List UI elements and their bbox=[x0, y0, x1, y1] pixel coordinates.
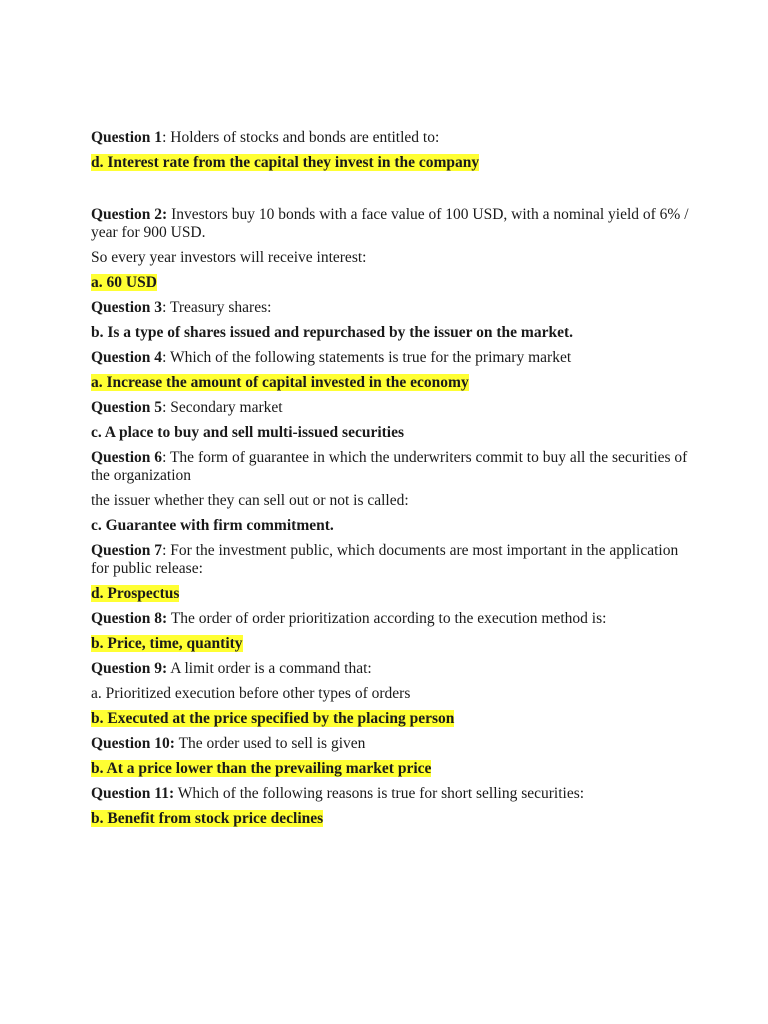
question-8 bbox=[91, 610, 691, 628]
question-9 bbox=[91, 660, 691, 678]
highlighted-answer: b. At a price lower than the prevailing market price bbox=[91, 760, 432, 777]
answer-10 bbox=[91, 760, 691, 778]
question-text: A limit order is a command that: bbox=[170, 660, 372, 677]
question-text: Which of the following reasons is true for short selling securities: bbox=[177, 785, 585, 802]
answer-5: c. A place to buy and sell multi-issued securities bbox=[91, 424, 405, 441]
question-label: Question 10: bbox=[91, 735, 175, 752]
question-7: Question 7: For the investment public, which documents are most important in the application for public release: bbox=[91, 542, 679, 577]
question-1: Question 1: Holders of stocks and bonds are entitled to: bbox=[91, 129, 440, 146]
question-label: Question 9: bbox=[91, 660, 168, 677]
question-4: Question 4: Which of the following statements is true for the primary market bbox=[91, 349, 572, 366]
question-6-continuation: the issuer whether they can sell out or not is called: bbox=[91, 492, 409, 509]
highlighted-answer: b. Executed at the price specified by the placing person bbox=[91, 710, 455, 727]
question-text: Treasury shares: bbox=[169, 299, 272, 316]
question-list bbox=[91, 129, 691, 835]
question-label: Question 3 bbox=[91, 299, 163, 316]
answer-11 bbox=[91, 810, 691, 828]
question-6: Question 6: The form of guarantee in which the underwriters commit to buy all the securities of the organization bbox=[91, 449, 688, 484]
question-label: Question 8: bbox=[91, 610, 168, 627]
question-label: Question 2: bbox=[91, 206, 168, 223]
highlighted-answer: a. Increase the amount of capital invested in the economy bbox=[91, 374, 469, 391]
answer-8 bbox=[91, 635, 691, 653]
question-5: Question 5: Secondary market bbox=[91, 399, 283, 416]
answer-1 bbox=[91, 154, 691, 172]
question-text: Investors buy 10 bonds with a face value of 100 USD, with a nominal yield of 6% / year for 900 USD. bbox=[91, 206, 689, 241]
question-11 bbox=[91, 785, 691, 803]
question-text: Secondary market bbox=[170, 399, 283, 416]
question-text: Holders of stocks and bonds are entitled to: bbox=[170, 129, 440, 146]
highlighted-answer: a. 60 USD bbox=[91, 274, 157, 291]
question-label: Question 7 bbox=[91, 542, 163, 559]
answer-3: b. Is a type of shares issued and repurchased by the issuer on the market. bbox=[91, 324, 573, 341]
question-9-option-a: a. Prioritized execution before other types of orders bbox=[91, 685, 411, 702]
question-label: Question 1 bbox=[91, 129, 163, 146]
question-3: Question 3: Treasury shares: bbox=[91, 299, 272, 316]
question-2 bbox=[91, 206, 691, 242]
question-2-continuation: So every year investors will receive interest: bbox=[91, 249, 367, 266]
question-label: Question 5 bbox=[91, 399, 163, 416]
question-label: Question 6 bbox=[91, 449, 163, 466]
question-text: The order of order prioritization according to the execution method is: bbox=[170, 610, 607, 627]
answer-4 bbox=[91, 374, 691, 392]
highlighted-answer: b. Price, time, quantity bbox=[91, 635, 243, 652]
highlighted-answer: d. Interest rate from the capital they invest in the company bbox=[91, 154, 480, 171]
question-label: Question 4 bbox=[91, 349, 163, 366]
question-label: Question 11: bbox=[91, 785, 175, 802]
answer-9 bbox=[91, 710, 691, 728]
question-text: For the investment public, which documents are most important in the application for public release: bbox=[91, 542, 679, 577]
highlighted-answer: b. Benefit from stock price declines bbox=[91, 810, 324, 827]
question-text: The form of guarantee in which the underwriters commit to buy all the securities of the organization bbox=[91, 449, 688, 484]
answer-7 bbox=[91, 585, 691, 603]
question-text: Which of the following statements is true for the primary market bbox=[169, 349, 572, 366]
question-text: The order used to sell is given bbox=[178, 735, 366, 752]
question-10 bbox=[91, 735, 691, 753]
answer-2 bbox=[91, 274, 691, 292]
highlighted-answer: d. Prospectus bbox=[91, 585, 180, 602]
answer-6: c. Guarantee with firm commitment. bbox=[91, 517, 334, 534]
